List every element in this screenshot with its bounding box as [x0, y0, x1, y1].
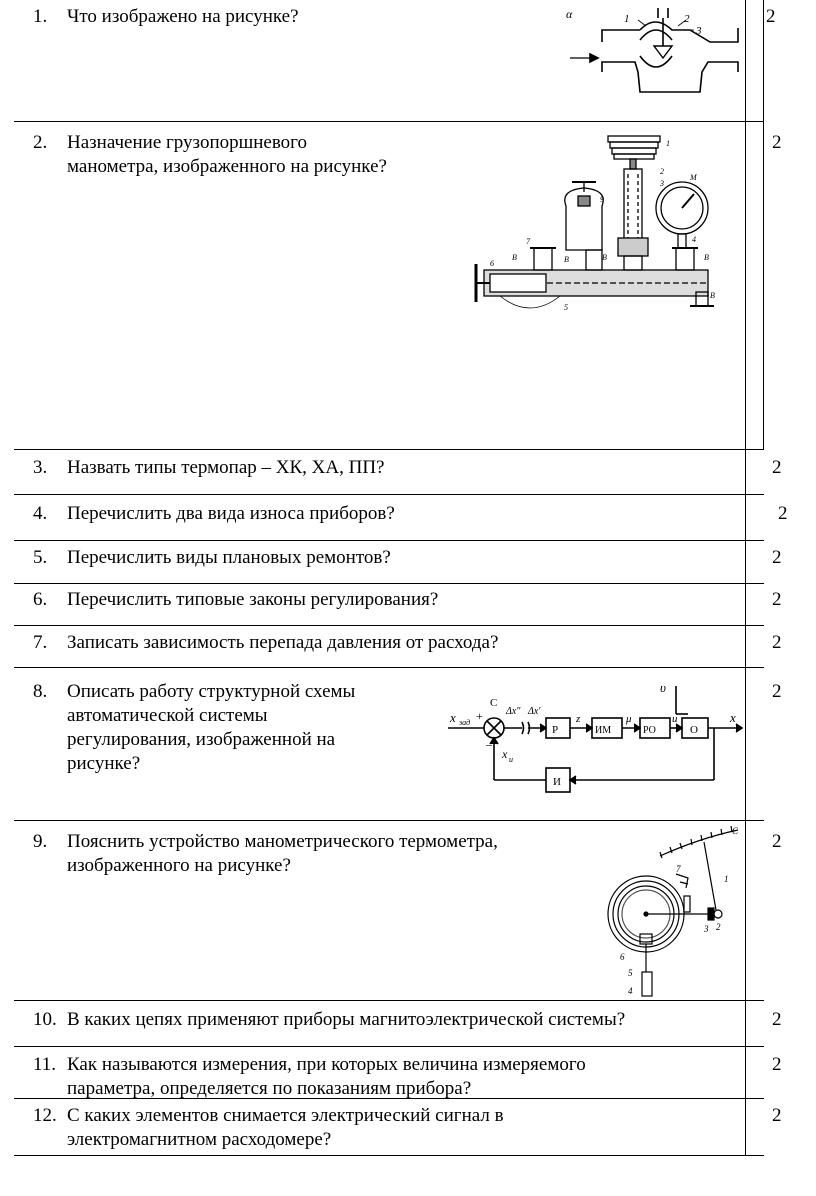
figure-label: В [710, 291, 715, 300]
figure-label: 1 [666, 139, 670, 148]
figure-label: 6 [490, 259, 494, 268]
figure-label: И [553, 776, 561, 788]
question-number: 1. [33, 6, 48, 27]
figure-label: u [672, 713, 678, 725]
question-text: Назвать типы термопар – ХК, ХА, ПП? [67, 457, 385, 478]
figure-label: зад [459, 718, 471, 727]
points-value: 2 [772, 681, 782, 702]
figure-label: x [730, 710, 736, 725]
figure-8-control-loop [446, 676, 746, 806]
points-value: 2 [772, 589, 782, 610]
figure-label: РО [643, 725, 656, 736]
figure-label: 7 [676, 864, 681, 874]
figure-label: О [690, 724, 698, 736]
row-divider [14, 1155, 764, 1156]
figure-label: x [450, 710, 456, 725]
right-border [763, 0, 764, 450]
points-value: 2 [772, 1105, 782, 1126]
figure-label: 2 [716, 922, 721, 932]
points-value: 2 [766, 6, 776, 27]
figure-label: Δx″ [506, 706, 521, 717]
question-text: Перечислить типовые законы регулирования? [67, 589, 439, 610]
row-divider [14, 583, 764, 584]
question-text: автоматической системы [67, 705, 268, 726]
figure-label: 2 [684, 13, 690, 25]
figure-label: М [690, 173, 697, 182]
figure-label: x [502, 747, 508, 761]
figure-label: P [552, 724, 559, 736]
figure-label: C [490, 697, 498, 709]
question-number: 5. [33, 547, 48, 568]
points-value: 2 [772, 457, 782, 478]
figure-label: 9 [600, 195, 604, 204]
figure-label: 6 [620, 952, 625, 962]
question-number: 9. [33, 831, 48, 852]
figure-label: 4 [628, 986, 633, 996]
column-divider [745, 0, 746, 1155]
question-text: Перечислить виды плановых ремонтов? [67, 547, 391, 568]
question-number: 7. [33, 632, 48, 653]
figure-label: 3 [696, 25, 702, 37]
figure-label: 5 [628, 968, 633, 978]
row-divider [14, 820, 764, 821]
question-text: Описать работу структурной схемы [67, 681, 356, 702]
row-divider [14, 121, 764, 122]
figure-label: 7 [526, 237, 530, 246]
question-number: 3. [33, 457, 48, 478]
figure-label: α [566, 7, 573, 21]
question-number: 8. [33, 681, 48, 702]
figure-9-manometric-thermometer [600, 822, 740, 1000]
question-number: 12. [33, 1105, 57, 1126]
figure-1-valve [560, 0, 740, 100]
points-value: 2 [772, 1009, 782, 1030]
row-divider [14, 1046, 764, 1047]
points-value: 2 [772, 132, 782, 153]
figure-label: + [476, 709, 483, 723]
question-text: манометра, изображенного на рисунке? [67, 156, 387, 177]
row-divider [14, 1000, 764, 1001]
question-text: Назначение грузопоршневого [67, 132, 308, 153]
question-number: 4. [33, 503, 48, 524]
figure-label: Δx′ [528, 706, 541, 717]
figure-label: z [576, 713, 581, 725]
question-text: Как называются измерения, при которых величина измеряемого [67, 1054, 586, 1075]
question-number: 6. [33, 589, 48, 610]
figure-label: 4 [692, 235, 696, 244]
question-text: С каких элементов снимается электрический сигнал в [67, 1105, 504, 1126]
points-value: 2 [772, 1054, 782, 1075]
figure-label: – [486, 737, 492, 751]
figure-2-deadweight-gauge [460, 130, 740, 320]
figure-label: ИМ [595, 725, 612, 736]
points-value: 2 [772, 547, 782, 568]
figure-label: 3 [704, 924, 709, 934]
row-divider [14, 667, 764, 668]
question-text: Пояснить устройство манометрического термометра, [67, 831, 498, 852]
figure-label: 3 [660, 179, 664, 188]
question-text: Записать зависимость перепада давления от расхода? [67, 632, 499, 653]
figure-label: μ [626, 713, 632, 725]
points-value: 2 [778, 503, 788, 524]
figure-label: 2 [660, 167, 664, 176]
row-divider [14, 494, 764, 495]
figure-label: С [732, 826, 739, 836]
figure-label: 1 [624, 13, 630, 25]
row-divider [14, 449, 764, 450]
question-text: регулирования, изображенной на [67, 729, 336, 750]
row-divider [14, 625, 764, 626]
figure-label: 1 [724, 874, 729, 884]
question-number: 2. [33, 132, 48, 153]
question-text: изображенного на рисунке? [67, 855, 291, 876]
figure-label: υ [660, 680, 666, 695]
figure-label: В [564, 255, 569, 264]
question-number: 10. [33, 1009, 57, 1030]
points-value: 2 [772, 831, 782, 852]
points-value: 2 [772, 632, 782, 653]
figure-label: В [512, 253, 517, 262]
question-number: 11. [33, 1054, 57, 1075]
question-text: электромагнитном расходомере? [67, 1129, 332, 1150]
figure-label: В [602, 253, 607, 262]
row-divider [14, 540, 764, 541]
figure-label: и [509, 755, 513, 764]
figure-label: 5 [564, 303, 568, 312]
question-text: Что изображено на рисунке? [67, 6, 299, 27]
question-text: Перечислить два вида износа приборов? [67, 503, 395, 524]
question-text: рисунке? [67, 753, 141, 774]
figure-label: В [704, 253, 709, 262]
question-text: параметра, определяется по показаниям прибора? [67, 1078, 472, 1099]
question-text: В каких цепях применяют приборы магнитоэлектрической системы? [67, 1009, 626, 1030]
